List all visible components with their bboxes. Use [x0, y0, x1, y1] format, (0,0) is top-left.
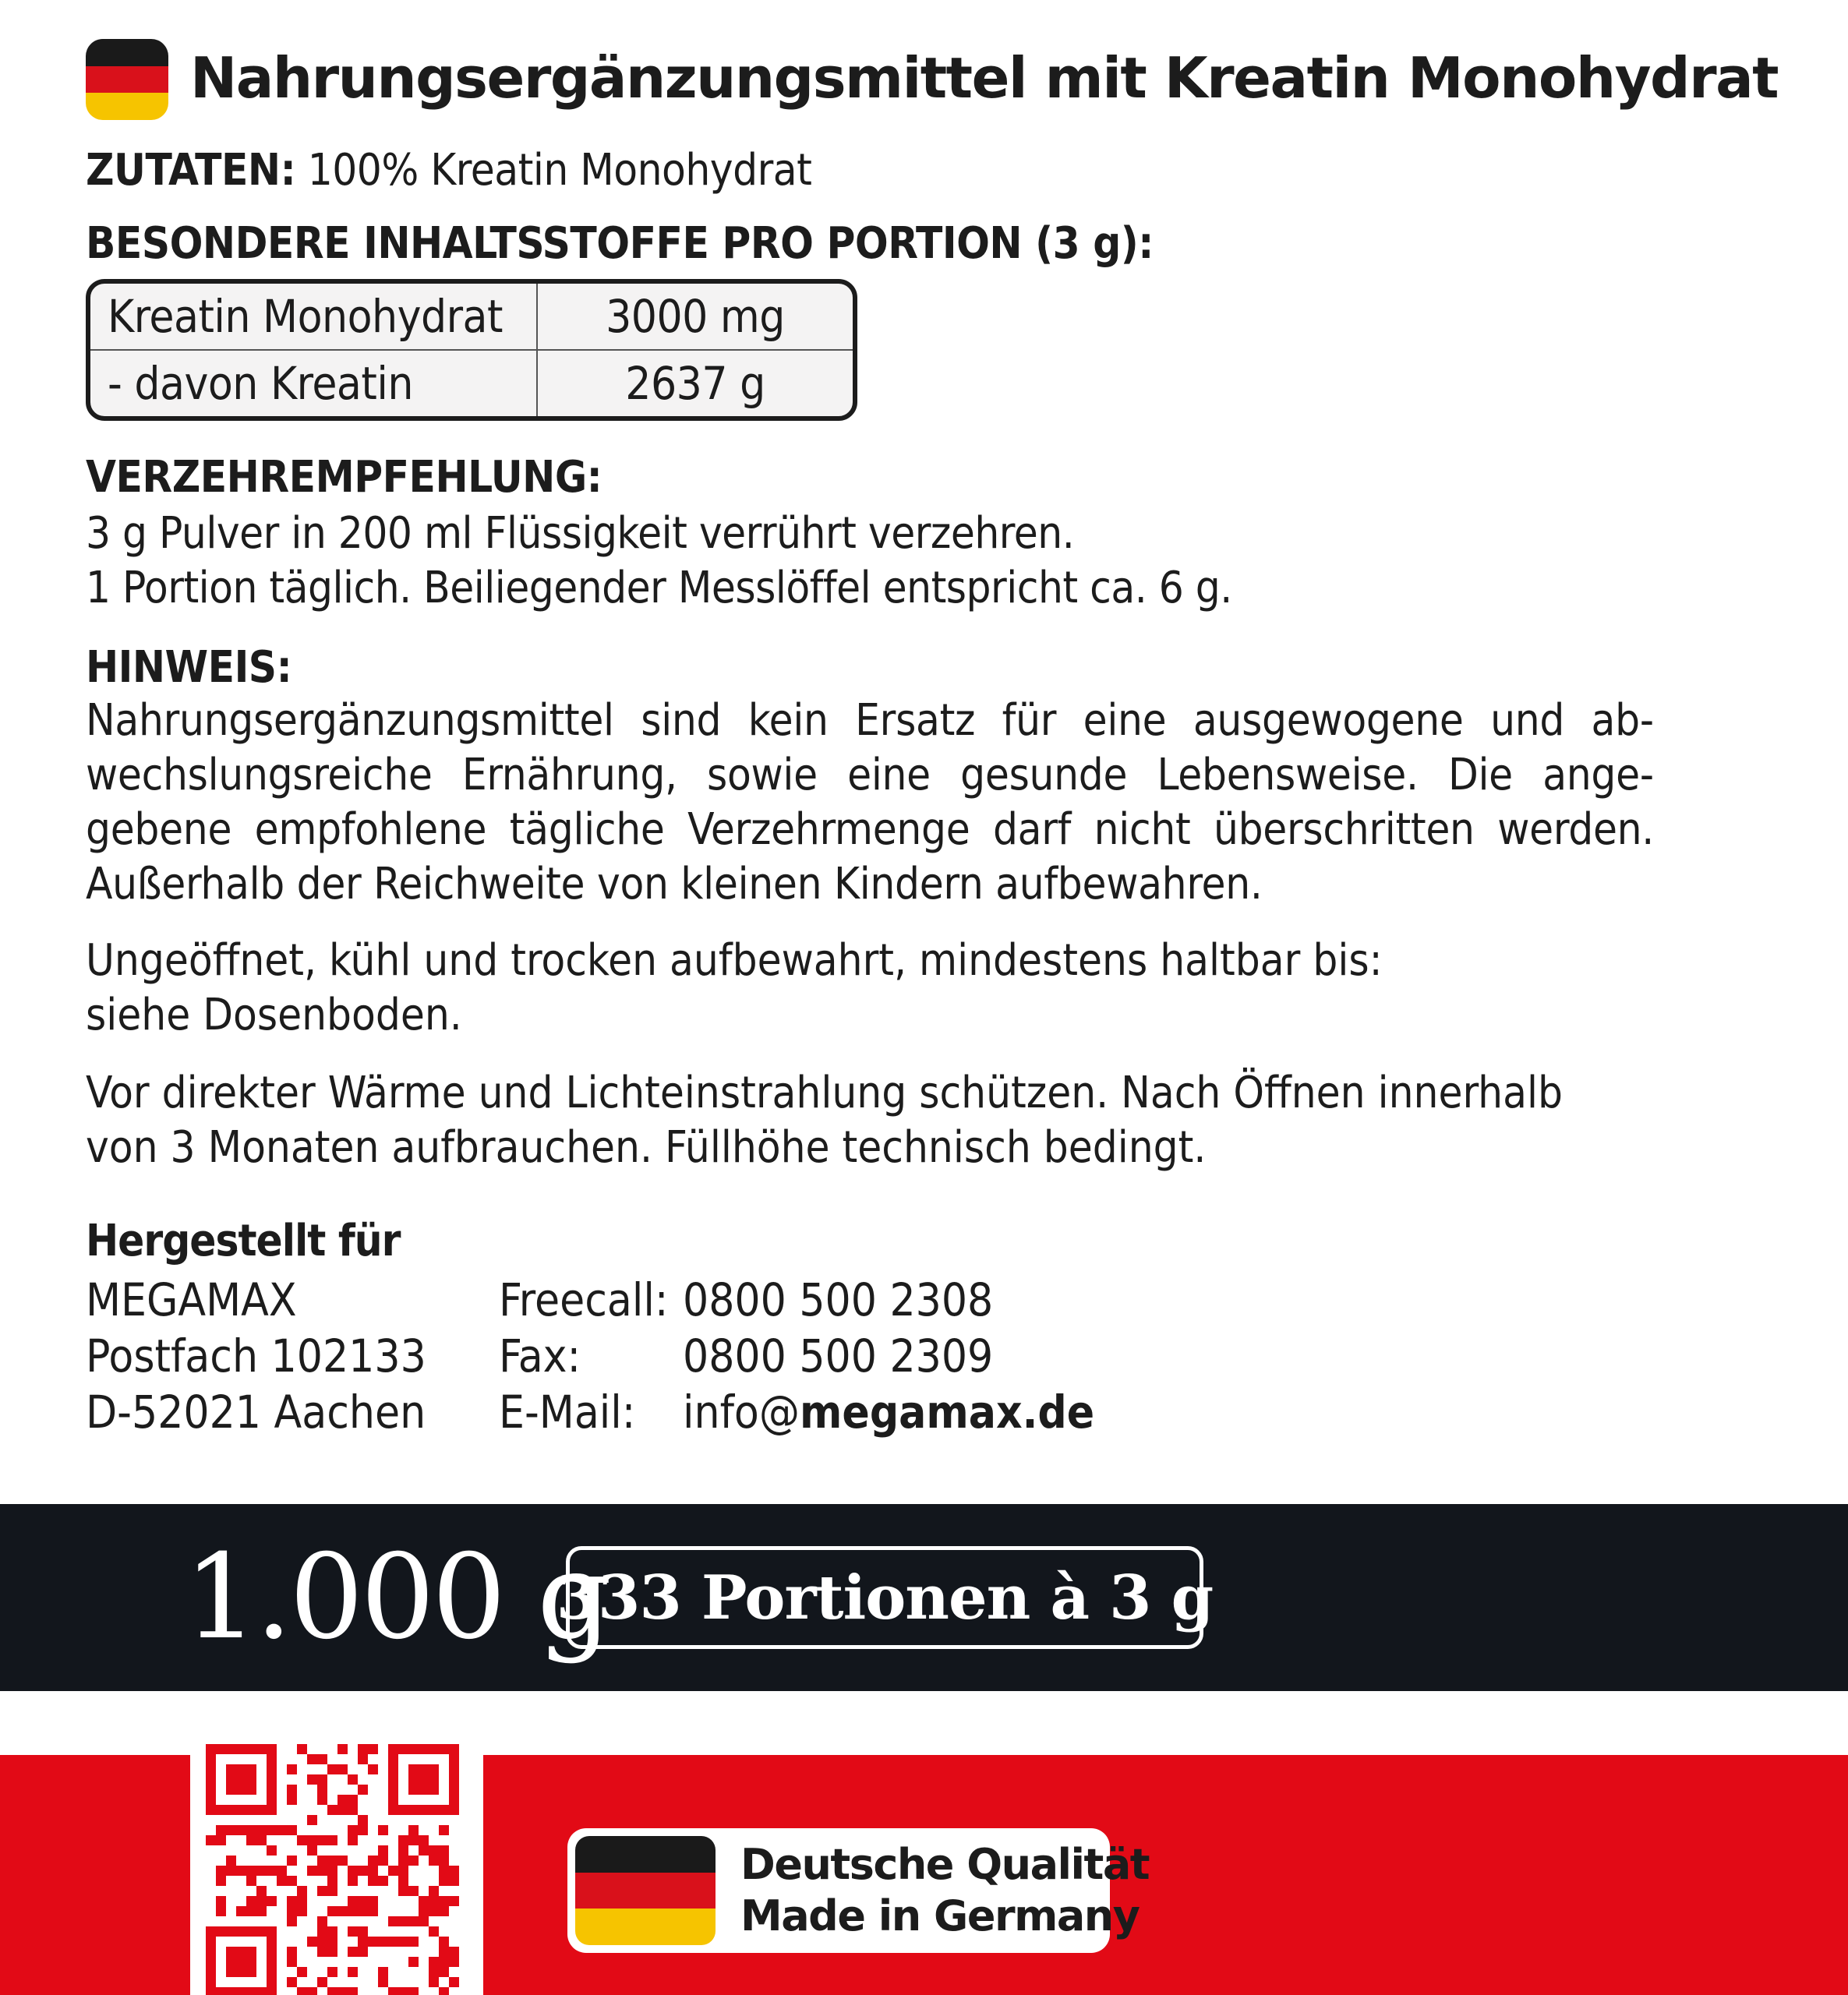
manufacturer-heading: Hergestellt für	[86, 1216, 401, 1266]
nutrient-value: 3000 mg	[537, 284, 853, 350]
zutaten-line	[86, 145, 811, 196]
verzehr-line-1: 3 g Pulver in 200 ml Flüssigkeit verrührt verzehren.	[86, 508, 1075, 559]
manufacturer-postfach: Postfach 102133	[86, 1329, 426, 1382]
haltbar-line-1: Ungeöffnet, kühl und trocken aufbewahrt, mindestens haltbar bis:	[86, 935, 1383, 986]
hinweis-heading: HINWEIS:	[86, 642, 292, 693]
email-prefix: info@	[683, 1386, 800, 1439]
email-address[interactable]	[683, 1384, 1094, 1440]
storage-line-1: Vor direkter Wärme und Lichteinstrahlung schützen. Nach Öffnen innerhalb	[86, 1068, 1563, 1118]
net-weight: 1.000 g	[184, 1530, 610, 1665]
quality-line-2: Made in Germany	[740, 1891, 1140, 1940]
qr-code-icon[interactable]	[190, 1728, 483, 1995]
quality-badge	[567, 1828, 1150, 1953]
table-row	[90, 350, 853, 416]
email-domain: megamax.de	[800, 1386, 1095, 1439]
contact-values	[683, 1272, 1094, 1440]
product-title: Nahrungsergänzungsmittel mit Kreatin Monohydrat	[190, 45, 1779, 111]
nutrient-value: 2637 g	[625, 357, 765, 410]
germany-flag-icon	[575, 1836, 716, 1945]
freecall-number: 0800 500 2308	[683, 1273, 994, 1326]
fax-label: Fax:	[499, 1329, 581, 1382]
portions-badge: 333 Portionen à 3 g	[566, 1546, 1203, 1649]
nutrition-table	[86, 279, 857, 421]
quality-text	[740, 1839, 1149, 1942]
table-row	[90, 284, 853, 350]
fax-number: 0800 500 2309	[683, 1329, 994, 1382]
freecall-label: Freecall:	[499, 1273, 669, 1326]
storage-line-2: von 3 Monaten aufbrauchen. Füllhöhe technisch bedingt.	[86, 1122, 1207, 1173]
haltbar-paragraph	[86, 934, 1383, 1043]
haltbar-line-2: siehe Dosenboden.	[86, 990, 462, 1040]
germany-flag-icon	[86, 39, 168, 120]
besondere-heading: BESONDERE INHALTSSTOFFE PRO PORTION (3 g):	[86, 218, 1154, 269]
nutrient-name: Kreatin Monohydrat	[90, 284, 537, 350]
email-label: E-Mail:	[499, 1386, 636, 1439]
qr-code-graphic	[206, 1744, 468, 1995]
manufacturer-address	[86, 1272, 426, 1440]
manufacturer-name: MEGAMAX	[86, 1273, 297, 1326]
quality-line-1: Deutsche Qualität	[740, 1840, 1150, 1889]
nutrient-name: - davon Kreatin	[90, 350, 537, 416]
manufacturer-city: D-52021 Aachen	[86, 1386, 426, 1439]
verzehr-line-2: 1 Portion täglich. Beiliegender Messlöffel entspricht ca. 6 g.	[86, 563, 1232, 613]
zutaten-value: 100% Kreatin Monohydrat	[295, 145, 812, 196]
hinweis-paragraph: Nahrungsergänzungsmittel sind kein Ersatz für eine ausgewogene und abwechslungsreiche Ernährung, sowie eine gesunde Lebensweise. Die angegebene empfohlene tägliche Verzehrmenge darf nicht überschritten werden. Außerhalb der Reichweite von kleinen Kindern aufbewahren.	[86, 695, 1654, 909]
zutaten-label: ZUTATEN:	[86, 145, 296, 196]
contact-labels	[499, 1272, 668, 1440]
verzehr-heading: VERZEHREMPFEHLUNG:	[86, 452, 602, 503]
storage-paragraph	[86, 1066, 1563, 1175]
